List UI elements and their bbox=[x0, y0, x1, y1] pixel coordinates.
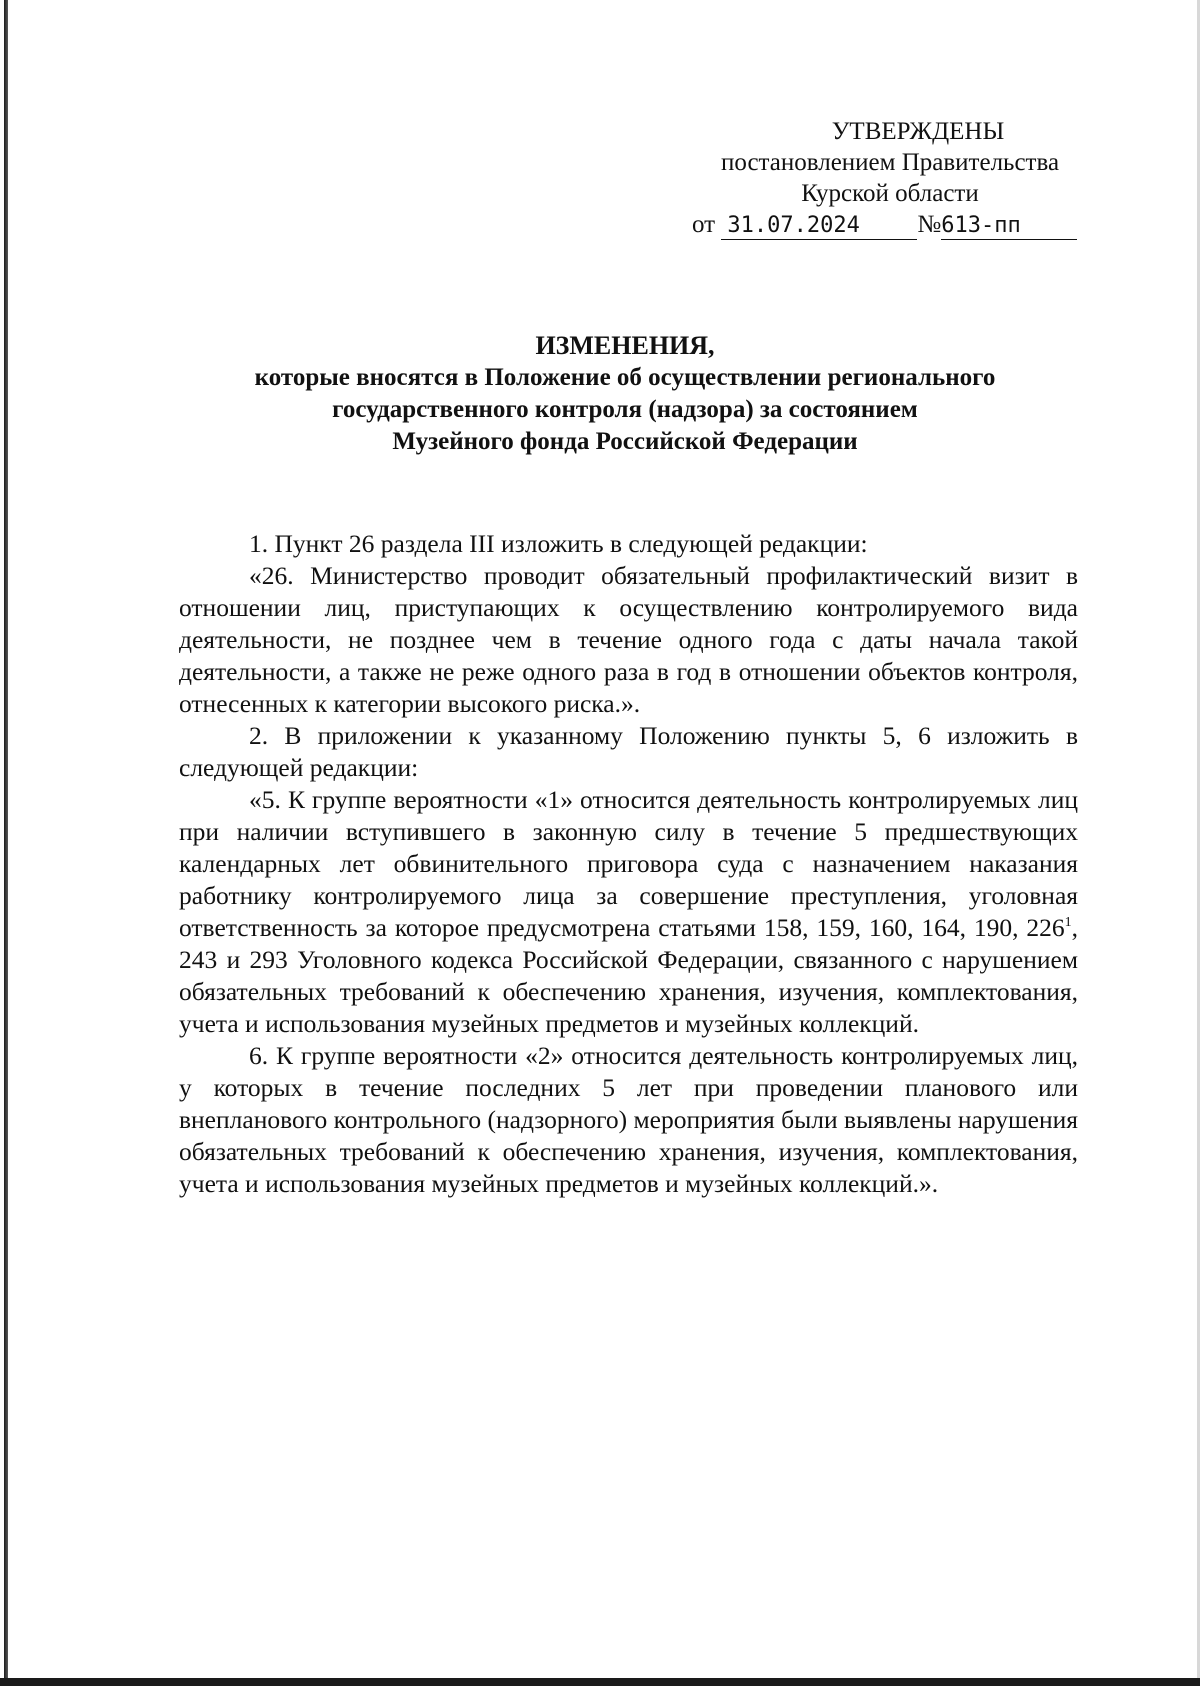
heading-line-1: которые вносятся в Положение об осуществлении регионального bbox=[254, 364, 996, 391]
approval-line-decree: постановлением Правительства bbox=[720, 149, 1060, 176]
heading-line-2: государственного контроля (надзора) за состоянием bbox=[332, 396, 918, 423]
paragraph-2: «26. Министерство проводит обязательный профилактический визит в отношении лиц, приступающих к осуществлению контролируемого вида деятельности, не позднее чем в течение одного года с даты начала такой деятельности, а также не реже одного раза в год в отношении объектов контроля, отнесенных к категории высокого риска.». bbox=[179, 561, 1078, 718]
paragraph-5: 6. К группе вероятности «2» относится деятельность контролируемых лиц, у которых в течение последних 5 лет при проведении планового или внепланового контрольного (надзорного) мероприятия были выявлены нарушения обязательных требований к обеспечению хранения, изучения, комплектования, учета и использования музейных предметов и музейных коллекций.». bbox=[179, 1041, 1078, 1198]
date-prefix: от bbox=[692, 211, 716, 238]
approval-line-region: Курской области bbox=[801, 180, 979, 207]
footnote-superscript: 1 bbox=[1064, 915, 1072, 930]
decree-date: 31.07.2024 bbox=[721, 212, 917, 240]
approval-date-line bbox=[680, 209, 1100, 240]
document-body bbox=[179, 528, 1078, 1200]
heading-line-3: Музейного фонда Российской Федерации bbox=[392, 428, 858, 455]
number-prefix: № bbox=[917, 211, 942, 238]
approval-title: УТВЕРЖДЕНЫ bbox=[831, 118, 1005, 145]
heading-title: ИЗМЕНЕНИЯ, bbox=[535, 331, 715, 360]
approval-stamp-block bbox=[680, 116, 1100, 240]
scan-edge-bottom bbox=[0, 1678, 1200, 1686]
paragraph-1: 1. Пункт 26 раздела III изложить в следующей редакции: bbox=[249, 529, 868, 558]
document-heading bbox=[175, 330, 1075, 458]
decree-number: 613-пп bbox=[941, 212, 1077, 240]
paragraph-4-text-b: , 243 и 293 Уголовного кодекса Российской Федерации, связанного с нарушением обязательных требований к обеспечению хранения, изучения, комплектования, учета и использования музейных предметов и музейных коллекций. bbox=[179, 913, 1078, 1038]
paragraph-4 bbox=[179, 784, 1078, 1040]
paragraph-4-text-a: «5. К группе вероятности «1» относится деятельность контролируемых лиц при наличии вступившего в законную силу в течение 5 предшествующих календарных лет обвинительного приговора суда с назначением наказания работнику контролируемого лица за совершение преступления, уголовная ответственность за которое предусмотрена статьями 158, 159, 160, 164, 190, 226 bbox=[179, 785, 1078, 942]
paragraph-3: 2. В приложении к указанному Положению пункты 5, 6 изложить в следующей редакции: bbox=[179, 721, 1078, 782]
scan-edge-left bbox=[4, 0, 8, 1678]
